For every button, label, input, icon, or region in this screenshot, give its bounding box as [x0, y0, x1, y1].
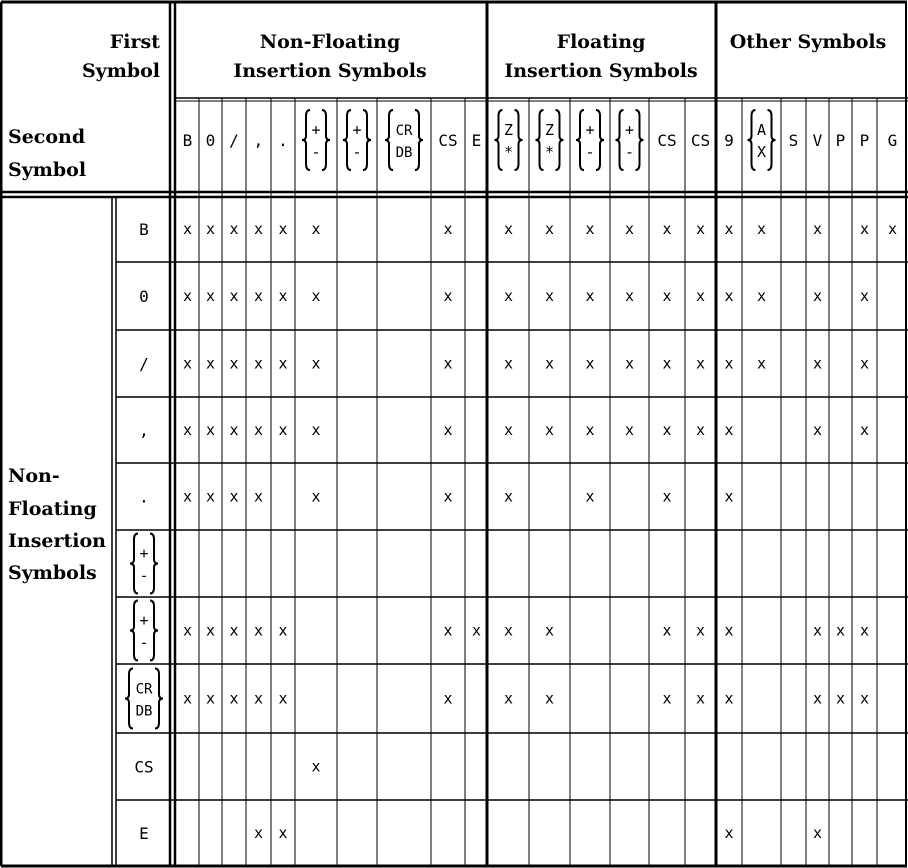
row-group-label: Non- — [8, 465, 60, 487]
cell-mark: x — [311, 757, 321, 776]
cell-mark: x — [756, 220, 767, 238]
cell-mark: x — [662, 287, 672, 305]
group-header-floating: Insertion Symbols — [504, 60, 698, 82]
cell-mark: x — [662, 421, 672, 439]
brace-right — [515, 110, 523, 170]
cell-mark: x — [311, 487, 321, 506]
cell-mark: x — [182, 354, 193, 373]
cell-mark: x — [544, 689, 555, 708]
cell-mark: x — [662, 621, 672, 640]
column-header-symbol — [536, 110, 564, 170]
row-header-symbol — [130, 534, 158, 594]
cell-mark: x — [278, 421, 288, 439]
second-symbol-label: Second — [8, 126, 86, 148]
column-header-symbol: CS — [438, 131, 458, 150]
cell-mark: x — [253, 287, 264, 305]
row-header-symbol: 0 — [139, 287, 149, 306]
cell-mark: x — [544, 287, 555, 305]
brace-left — [130, 534, 138, 594]
row-header-symbol: B — [139, 220, 149, 239]
column-header-symbol — [343, 110, 371, 170]
brace-right — [596, 110, 604, 170]
column-header-symbol: V — [812, 131, 823, 150]
brace-right — [556, 110, 564, 170]
brace-top-glyph: Z — [503, 121, 514, 139]
cell-mark: x — [812, 287, 823, 305]
brace-left — [125, 669, 133, 729]
cell-mark: x — [503, 220, 514, 238]
column-header-symbol: B — [182, 131, 193, 150]
cell-mark: x — [182, 621, 193, 640]
cell-mark: x — [311, 354, 321, 373]
group-header-floating: Floating — [556, 31, 646, 53]
brace-top-glyph: + — [624, 121, 635, 139]
brace-top-glyph: A — [756, 121, 767, 139]
first-symbol-label: First — [109, 31, 160, 53]
cell-mark: x — [724, 421, 734, 439]
cell-mark: x — [229, 220, 239, 238]
cell-mark: x — [443, 287, 453, 305]
cell-mark: x — [278, 621, 288, 640]
column-headers — [183, 110, 898, 170]
brace-bottom-glyph: - — [585, 143, 595, 161]
cell-mark: x — [859, 421, 870, 439]
brace-left — [536, 110, 544, 170]
cell-mark: x — [253, 421, 264, 439]
cell-mark: x — [229, 421, 239, 439]
brace-left — [495, 110, 503, 170]
cell-mark: x — [624, 220, 635, 238]
cell-mark: x — [278, 220, 288, 238]
cell-mark: x — [624, 421, 635, 439]
column-header-symbol: / — [229, 131, 239, 150]
brace-left — [616, 110, 624, 170]
cell-mark: x — [443, 621, 453, 640]
cell-mark: x — [443, 354, 453, 373]
brace-top-glyph: + — [311, 121, 321, 139]
cell-mark: x — [724, 354, 734, 373]
cell-mark: x — [278, 354, 288, 373]
cell-mark: x — [887, 220, 898, 238]
cell-mark: x — [724, 487, 734, 506]
row-group-label: Symbols — [8, 562, 97, 584]
cell-mark: x — [859, 220, 870, 238]
cell-mark: x — [662, 220, 672, 238]
cell-mark: x — [585, 421, 595, 439]
cell-mark: x — [503, 621, 514, 640]
brace-bottom-glyph: DB — [135, 703, 153, 720]
brace-bottom-glyph: DB — [395, 145, 413, 161]
brace-top-glyph: + — [139, 544, 149, 563]
cell-mark: x — [756, 287, 767, 305]
cell-mark: x — [695, 689, 706, 708]
brace-top-glyph: + — [139, 611, 149, 630]
cell-mark: x — [724, 621, 734, 640]
brace-top-glyph: + — [585, 121, 595, 139]
cell-mark: x — [253, 689, 264, 708]
cell-mark: x — [311, 287, 321, 305]
brace-right — [768, 110, 776, 170]
row-group-label: Floating — [8, 498, 97, 520]
group-header-non-floating: Non-Floating — [259, 31, 401, 53]
brace-bottom-glyph: * — [503, 143, 514, 161]
column-header-symbol — [495, 110, 523, 170]
cell-mark: x — [503, 287, 514, 305]
brace-left — [748, 110, 756, 170]
cell-mark: x — [544, 421, 555, 439]
cell-mark: x — [205, 287, 216, 305]
cell-mark: x — [503, 487, 514, 506]
cell-mark: x — [443, 487, 453, 506]
cell-mark: x — [662, 689, 672, 708]
cell-mark: x — [544, 354, 555, 373]
brace-bottom-glyph: - — [624, 143, 635, 161]
cell-mark: x — [443, 689, 453, 708]
cell-mark: x — [724, 824, 734, 842]
cell-mark: x — [695, 421, 706, 439]
cell-mark: x — [182, 421, 193, 439]
brace-top-glyph: CR — [135, 681, 153, 698]
cell-mark: x — [756, 354, 767, 373]
brace-right — [150, 601, 158, 661]
brace-bottom-glyph: - — [311, 143, 321, 161]
brace-right — [322, 110, 330, 170]
column-header-symbol: . — [278, 131, 288, 150]
cell-mark: x — [253, 621, 264, 640]
cell-mark: x — [859, 621, 870, 640]
column-header-symbol: P — [835, 131, 846, 150]
row-header-symbol: . — [139, 487, 149, 507]
row-header-symbol — [125, 669, 163, 729]
cell-mark: x — [835, 689, 846, 708]
cell-mark: x — [471, 621, 482, 640]
row-headers — [125, 220, 163, 843]
cell-mark: x — [662, 487, 672, 506]
cell-mark: x — [253, 354, 264, 373]
row-header-symbol — [130, 601, 158, 661]
brace-left — [302, 110, 310, 170]
brace-right — [363, 110, 371, 170]
cell-mark: x — [229, 689, 239, 708]
cell-mark: x — [311, 421, 321, 439]
brace-bottom-glyph: - — [139, 633, 149, 652]
brace-bottom-glyph: - — [352, 143, 362, 161]
column-header-symbol: 9 — [724, 131, 734, 150]
brace-right — [150, 534, 158, 594]
column-header-symbol — [748, 110, 776, 170]
row-header-symbol: E — [139, 824, 149, 843]
column-header-symbol: G — [887, 131, 898, 150]
cell-mark: x — [229, 621, 239, 640]
cell-mark: x — [229, 487, 239, 506]
column-header-symbol: E — [471, 131, 482, 150]
cell-mark: x — [812, 354, 823, 373]
brace-right — [415, 110, 423, 170]
cell-mark: x — [278, 689, 288, 708]
cell-mark: x — [205, 689, 216, 708]
cell-mark: x — [544, 621, 555, 640]
cell-mark: x — [205, 421, 216, 439]
column-header-symbol: CS — [657, 131, 677, 150]
cell-mark: x — [182, 287, 193, 305]
cell-mark: x — [585, 220, 595, 238]
cell-mark: x — [724, 287, 734, 305]
cell-mark: x — [205, 621, 216, 640]
cell-mark: x — [695, 621, 706, 640]
cell-mark: x — [253, 220, 264, 238]
cell-mark: x — [624, 287, 635, 305]
cell-mark: x — [278, 824, 288, 842]
cell-mark: x — [311, 220, 321, 238]
cell-mark: x — [443, 220, 453, 238]
cell-mark: x — [229, 354, 239, 373]
cell-mark: x — [182, 220, 193, 238]
brace-left — [576, 110, 584, 170]
column-header-symbol — [576, 110, 604, 170]
cell-mark: x — [503, 689, 514, 708]
cell-mark: x — [835, 621, 846, 640]
column-header-symbol: 0 — [205, 131, 216, 150]
group-header-other: Other Symbols — [729, 31, 887, 53]
row-header-symbol: / — [139, 354, 149, 374]
brace-left — [385, 110, 393, 170]
brace-right — [636, 110, 644, 170]
cell-mark: x — [695, 220, 706, 238]
cell-mark: x — [278, 287, 288, 305]
brace-bottom-glyph: X — [756, 143, 767, 161]
cell-mark: x — [503, 354, 514, 373]
brace-top-glyph: Z — [544, 121, 555, 139]
brace-bottom-glyph: - — [139, 566, 149, 585]
cell-mark: x — [253, 824, 264, 842]
row-header-symbol: , — [139, 421, 149, 440]
cell-mark: x — [205, 487, 216, 506]
column-header-symbol — [385, 110, 423, 170]
cell-mark: x — [182, 689, 193, 708]
cell-mark: x — [859, 354, 870, 373]
cell-mark: x — [859, 689, 870, 708]
cell-mark: x — [443, 421, 453, 439]
cell-mark: x — [812, 689, 823, 708]
cell-mark: x — [229, 287, 239, 305]
cell-mark: x — [662, 354, 672, 373]
cell-mark: x — [812, 421, 823, 439]
row-header-symbol: CS — [134, 757, 154, 777]
row-group-label: Insertion — [8, 530, 106, 552]
column-header-symbol: CS — [690, 131, 711, 150]
second-symbol-label: Symbol — [8, 159, 87, 181]
cell-mark: x — [503, 421, 514, 439]
brace-bottom-glyph: * — [544, 143, 555, 161]
cell-mark: x — [624, 354, 635, 373]
brace-top-glyph: + — [352, 121, 362, 139]
cell-mark: x — [695, 287, 706, 305]
cell-mark: x — [205, 220, 216, 238]
column-header-symbol — [302, 110, 330, 170]
cell-mark: x — [859, 287, 870, 305]
cell-mark: x — [812, 621, 823, 640]
cell-mark: x — [253, 487, 264, 506]
table-cells — [183, 220, 897, 842]
brace-left — [130, 601, 138, 661]
cell-mark: x — [812, 220, 823, 238]
column-header-symbol: , — [253, 131, 264, 150]
brace-right — [155, 669, 163, 729]
cell-mark: x — [182, 487, 193, 506]
column-header-symbol: S — [788, 131, 799, 150]
cell-mark: x — [544, 220, 555, 238]
cell-mark: x — [724, 689, 734, 708]
cell-mark: x — [585, 354, 595, 373]
group-header-non-floating: Insertion Symbols — [233, 60, 427, 82]
cell-mark: x — [724, 220, 734, 238]
first-symbol-label: Symbol — [81, 60, 160, 82]
cell-mark: x — [205, 354, 216, 373]
brace-top-glyph: CR — [395, 123, 413, 139]
column-header-symbol — [616, 110, 644, 170]
cell-mark: x — [585, 487, 595, 506]
cell-mark: x — [585, 287, 595, 305]
brace-left — [343, 110, 351, 170]
column-header-symbol: P — [859, 131, 870, 150]
cell-mark: x — [812, 824, 823, 842]
cell-mark: x — [695, 354, 706, 373]
